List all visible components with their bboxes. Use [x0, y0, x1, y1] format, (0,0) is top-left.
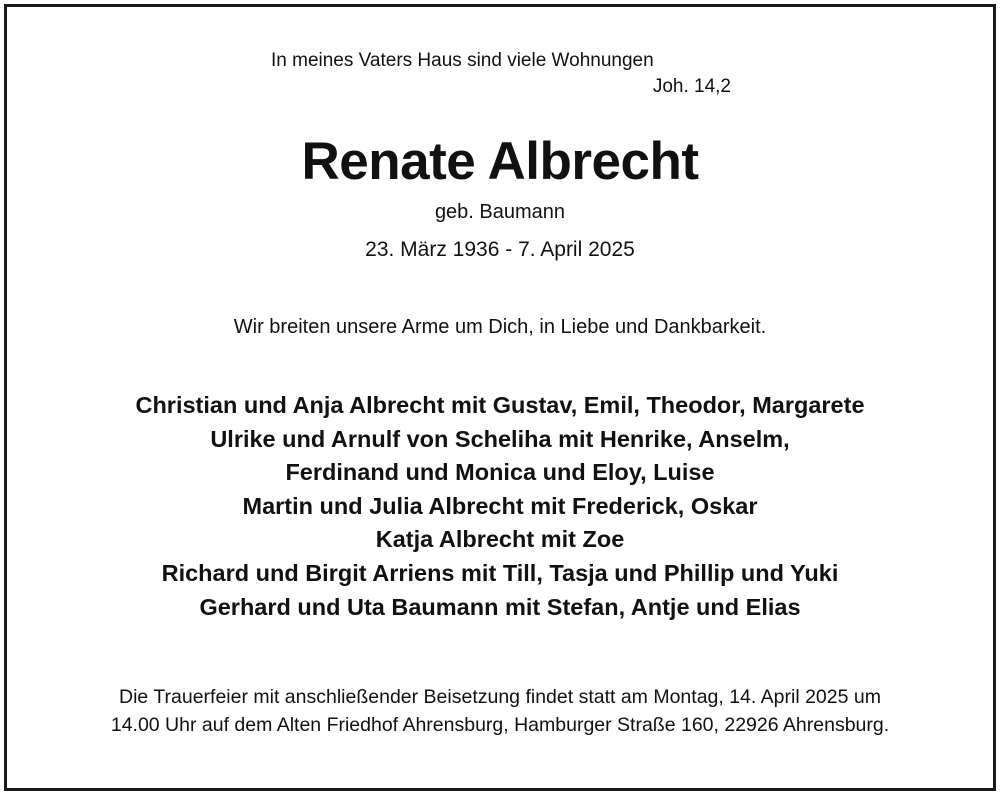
mourner-line: Ulrike und Arnulf von Scheliha mit Henrike, Anselm,: [210, 425, 790, 452]
mourner-line: Ferdinand und Monica und Eloy, Luise: [285, 459, 715, 486]
mourner-line: Martin und Julia Albrecht mit Frederick, Oskar: [242, 492, 758, 519]
funeral-info: [0, 683, 1000, 739]
mourners-list: [0, 389, 1000, 624]
farewell-quote: Wir breiten unsere Arme um Dich, in Liebe und Dankbarkeit.: [233, 316, 767, 338]
funeral-line: Die Trauerfeier mit anschließender Beisetzung findet statt am Montag, 14. April 2025 um: [119, 686, 881, 708]
mourner-line: Christian und Anja Albrecht mit Gustav, Emil, Theodor, Margarete: [135, 392, 865, 418]
birth-name: geb. Baumann: [434, 201, 566, 223]
mourner-line: Richard und Birgit Arriens mit Till, Tasja und Phillip und Yuki: [161, 559, 839, 586]
verse-reference: Joh. 14,2: [652, 76, 731, 97]
mourner-line: Katja Albrecht mit Zoe: [375, 526, 625, 553]
deceased-name: Renate Albrecht: [301, 132, 699, 191]
funeral-line: 14.00 Uhr auf dem Alten Friedhof Ahrensburg, Hamburger Straße 160, 22926 Ahrensburg.: [110, 714, 890, 736]
life-dates: 23. März 1936 - 7. April 2025: [365, 238, 635, 261]
verse-text: In meines Vaters Haus sind viele Wohnungen: [271, 50, 654, 71]
bible-verse: [271, 48, 731, 100]
mourner-line: Gerhard und Uta Baumann mit Stefan, Antje und Elias: [199, 593, 801, 620]
